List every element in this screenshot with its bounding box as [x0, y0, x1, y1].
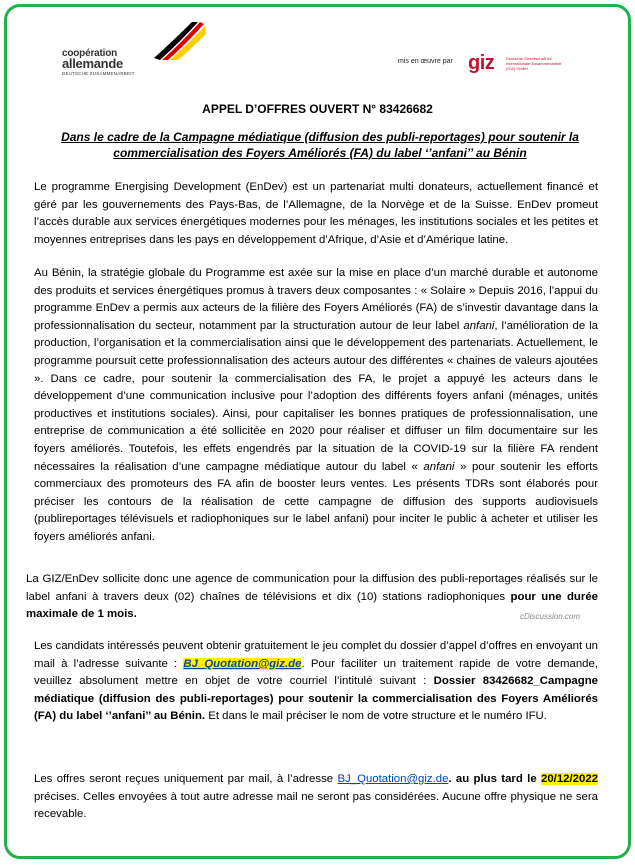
email-link[interactable]: BJ_Quotation@giz.de: [183, 657, 302, 670]
document-title: APPEL D’OFFRES OUVERT N° 83426682: [202, 102, 433, 116]
deadline-text: . au plus tard le: [448, 773, 541, 785]
cooperation-allemande-logo: [60, 20, 170, 80]
paragraph-endev: Le programme Energising Development (EnDev) est un partenariat multi donateurs, actuellement financé et géré par les gouvernements des Pays-Bas, de l’Allemagne, de la Norvège et de la Suisse. EnDev promeut l’accès durable aux services énergétiques modernes pour les ménages, les institutions sociales et les petites et moyennes entreprises dans les pays en développement d’Afrique, d’Asie et d’Amérique latine.: [34, 181, 598, 246]
text: Au Bénin, la stratégie globale du Programme est axée sur la mise en place d’un marché durable et autonome des produits et services énergétiques promus à travers deux composantes : « Solaire » Depuis 2016, l’appui du programme EnDev a permis aux acteurs de la filière des Foyers Améliorés (FA) de s’investir davantage dans la professionnalisation du secteur, notamment par la structuration autour de leur label: [34, 267, 598, 332]
paragraph-benin-strategy: [34, 265, 598, 547]
subject-line: Dossier 83426682_Campagne médiatique (diffusion des publi-reportages) pour soutenir la commercialisation des Foyers Améliorés (FA) du label ‘’anfani’’ au Bénin.: [34, 675, 598, 723]
email-link[interactable]: BJ_Quotation@giz.de: [337, 773, 449, 785]
deadline-date: 20/12/2022: [541, 773, 599, 785]
anfani-label: anfani: [423, 460, 455, 473]
document-subtitle: Dans le cadre de la Campagne médiatique (diffusion des publi-reportages) pour soutenir la commercialisation des Foyers Améliorés (FA) du label ‘’anfani’’ au Bénin: [61, 130, 579, 160]
text: » pour soutenir les efforts commerciaux des promoteurs des FA afin de booster leurs ventes. Les présents TDRs sont élaborés pour préciser les contours de la réalisation de cette campagne de diffusion des supports audiovisuels (publireportages télévisuels et radiophoniques sur le label anfani) pour inciter le public à acheter et utiliser les foyers améliorés anfani.: [34, 460, 598, 543]
giz-logo: giz: [468, 52, 495, 74]
text: . Pour faciliter un traitement rapide de votre demande, veuillez absolument mettre en objet de votre courriel l’intitulé suivant :: [34, 657, 599, 688]
german-flag-icon: [144, 20, 206, 60]
coop-line1: coopération: [62, 48, 118, 59]
text: précises. Celles envoyées à tout autre adresse mail ne seront pas considérées. Aucune offre physique ne sera recevable.: [34, 790, 598, 821]
text: Les offres seront reçues uniquement par mail, à l’adresse: [34, 773, 338, 785]
watermark: cDiscussion.com: [520, 612, 581, 621]
giz-logo-block: [398, 54, 568, 80]
text: Les candidats intéressés peuvent obtenir gratuitement le jeu complet du dossier d’appel d’offres en envoyant un mail à l’adresse suivante :: [34, 640, 598, 670]
giz-description: Deutsche Gesellschaft für Internationale Zusammenarbeit (GIZ) GmbH: [506, 56, 562, 71]
coop-line2: allemande: [62, 56, 123, 71]
paragraph-candidates: [34, 638, 598, 726]
paragraph-offers: [34, 771, 598, 824]
anfani-label: anfani: [463, 319, 495, 332]
text: La GIZ/EnDev sollicite donc une agence de communication pour la diffusion des publi-reportages réalisés sur le label anfani à travers deux (02) chaînes de télévisions et dix (10) stations radiophoniques: [26, 573, 598, 603]
duration-text: pour une durée maximale de 1 mois.: [26, 590, 598, 621]
paragraph-agency-request: [26, 571, 598, 624]
implemented-by-text: mis en œuvre par: [398, 58, 453, 65]
text: Et dans le mail préciser le nom de votre structure et le numéro IFU.: [205, 710, 547, 723]
coop-line3: DEUTSCHE ZUSAMMENARBEIT: [62, 71, 135, 76]
text: , l’amélioration de la production, l’organisation et la commercialisation ainsi que le développement des partenariats. Actuellement, le programme poursuit cette professionnalisation des acteurs autour des différentes « chaines de valeurs ajoutées ». Dans ce cadre, pour soutenir la commercialisation des FA, le projet a appuyé les acteurs dans le développement d’une communication inclusive pour l’adoption des différents foyers anfani (ménages, unités productives et institutions sociales). Ainsi, pour capitaliser les bonnes pratiques de professionnalisation, une entreprise de communication a été sollicitée en 2020 pour réaliser et diffuser un film documentaire sur les foyers améliorés. Toutefois, les effets engendrés par la situation de la COVID-19 sur la filière FA rendent nécessaires la réalisation d’une campagne médiatique autour du label «: [34, 319, 598, 473]
